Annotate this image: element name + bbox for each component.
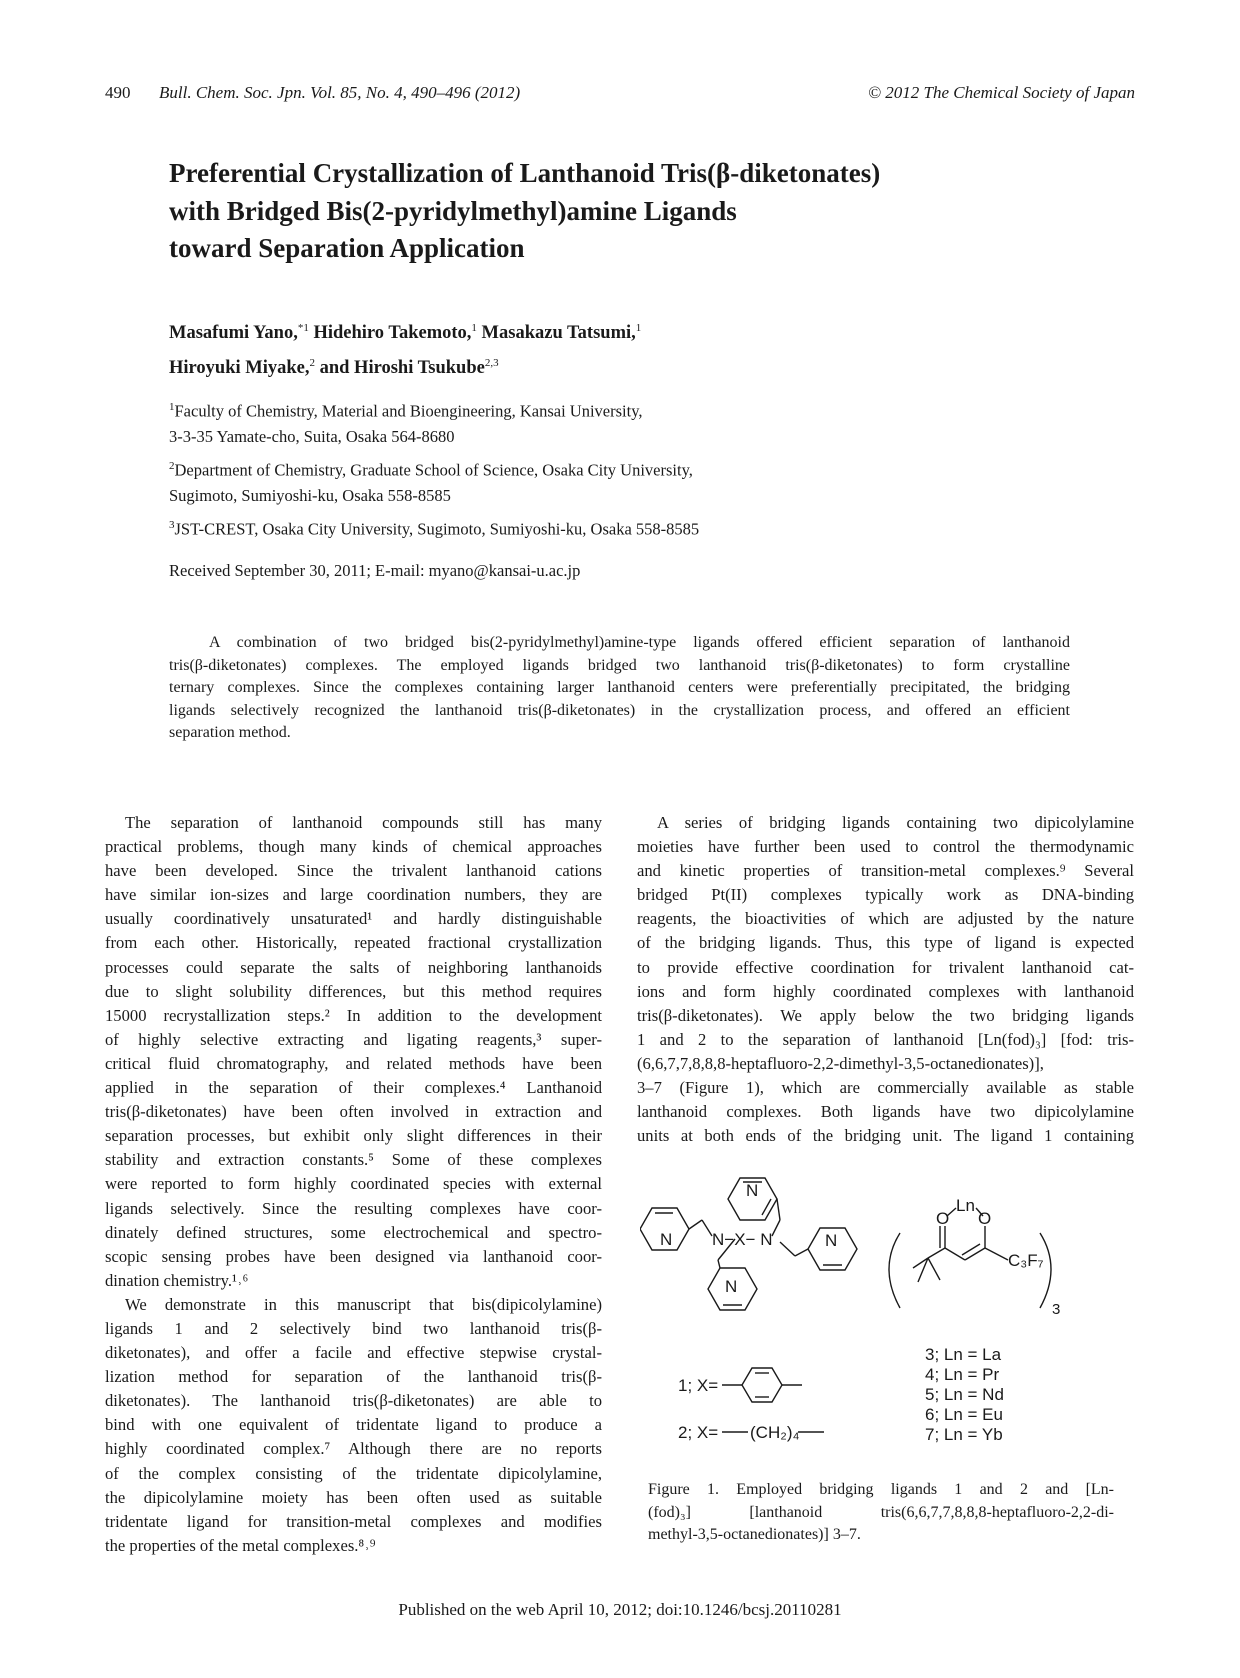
body-line: the dipicolylamine moiety has been often used as suitable xyxy=(105,1487,602,1507)
author-affiliation-mark: 1 xyxy=(635,322,642,334)
affiliation-text: JST-CREST, Osaka City University, Sugimoto, Sumiyoshi-ku, Osaka 558-8585 xyxy=(174,519,700,539)
body-line: bind with one equivalent of tridentate ligand to produce a xyxy=(105,1415,602,1435)
copyright-notice: © 2012 The Chemical Society of Japan xyxy=(868,83,1135,102)
journal-citation: Bull. Chem. Soc. Jpn. Vol. 85, No. 4, 490–496 (2012) xyxy=(159,83,521,102)
body-line: bridged Pt(II) complexes typically work as DNA-binding xyxy=(637,885,1134,905)
linker-label: N−X− N xyxy=(712,1230,773,1249)
atom-label-n: N xyxy=(660,1230,673,1249)
heptafluoropropyl-label: C₃F₇ xyxy=(1008,1251,1044,1270)
atom-label-n: N xyxy=(746,1181,759,1200)
caption-line: (fod)₃] [lanthanoid tris(6,6,7,7,8,8,8-heptafluoro-2,2-di- xyxy=(648,1503,1114,1521)
body-line: A series of bridging ligands containing two dipicolylamine xyxy=(657,813,1134,832)
atom-label-n: N xyxy=(725,1277,738,1296)
author-name: Hiroyuki Miyake, xyxy=(169,358,310,379)
atom-label-o: O xyxy=(978,1209,992,1228)
body-line: of highly selective extracting and ligating reagents,³ super- xyxy=(105,1029,602,1049)
body-line: tris(β-diketonates) have been often involved in extraction and xyxy=(105,1102,602,1122)
abstract-line: ligands selectively recognized the lanthanoid tris(β-diketonates) in the crystallization process, and offered an efficient xyxy=(169,701,1070,719)
body-line: highly coordinated complex.⁷ Although there are no reports xyxy=(105,1439,602,1459)
complex-6-label: 6; Ln = Eu xyxy=(925,1405,1003,1424)
body-line: moieties have further been used to control the thermodynamic xyxy=(637,837,1134,857)
affiliation-line xyxy=(169,454,1069,483)
author-affiliation-mark: 2,3 xyxy=(484,357,499,370)
received-date-email: Received September 30, 2011; E-mail: myano@kansai-u.ac.jp xyxy=(169,561,581,580)
body-line: stability and extraction constants.⁵ Some of these complexes xyxy=(105,1150,602,1170)
article-title xyxy=(169,155,1069,268)
ligand-2-label: 2; X= xyxy=(678,1423,719,1442)
publication-footer: Published on the web April 10, 2012; doi:10.1246/bcsj.20110281 xyxy=(398,1600,842,1619)
body-line: usually coordinatively unsaturated¹ and hardly distinguishable xyxy=(105,909,602,929)
figure-1-caption xyxy=(648,1479,1114,1547)
body-line: dination chemistry.¹˒⁶ xyxy=(105,1270,249,1290)
body-line: ligands selectively. Since the resulting complexes have coor- xyxy=(105,1198,602,1218)
body-line: dinately defined structures, some electrochemical and spectro- xyxy=(105,1222,602,1242)
title-line: Preferential Crystallization of Lanthanoid Tris(β-diketonates) xyxy=(169,158,881,188)
complex-5-label: 5; Ln = Nd xyxy=(925,1385,1004,1404)
author-name: Masakazu Tatsumi, xyxy=(481,323,636,344)
affiliation-number: 3 xyxy=(169,519,175,531)
body-left-column xyxy=(105,811,602,1558)
body-line: 3–7 (Figure 1), which are commercially available as stable xyxy=(637,1078,1134,1098)
abstract xyxy=(169,632,1070,745)
caption-line: Figure 1. Employed bridging ligands 1 and 2 and [Ln- xyxy=(648,1481,1114,1498)
author-affiliation-mark: *1 xyxy=(297,322,309,334)
body-line: applied in the separation of their complexes.⁴ Lanthanoid xyxy=(105,1078,602,1098)
body-line: have been developed. Since the trivalent lanthanoid cations xyxy=(105,861,602,881)
body-line: to provide effective coordination for trivalent lanthanoid cat- xyxy=(637,957,1134,977)
body-line: critical fluid chromatography, and related methods have been xyxy=(105,1053,602,1073)
abstract-line: tris(β-diketonates) complexes. The employed ligands bridged two lanthanoid tris(β-diketonates) to form crystalline xyxy=(169,656,1070,674)
body-line: practical problems, though many kinds of chemical approaches xyxy=(105,837,602,857)
body-line: 1 and 2 to the separation of lanthanoid [Ln(fod)₃] [fod: tris- xyxy=(637,1029,1134,1049)
body-line: scopic sensing probes have been designed via lanthanoid coor- xyxy=(105,1246,602,1266)
body-line: separation processes, but exhibit only slight differences in their xyxy=(105,1126,602,1146)
abstract-line: ternary complexes. Since the complexes containing larger lanthanoid centers were preferentially precipitated, the bridging xyxy=(169,679,1070,696)
tris-subscript: 3 xyxy=(1052,1301,1061,1318)
ligand-1-label: 1; X= xyxy=(678,1376,719,1395)
body-line: were reported to form highly coordinated species with external xyxy=(105,1174,602,1194)
affiliation-line: Sugimoto, Sumiyoshi-ku, Osaka 558-8585 xyxy=(169,486,451,505)
page-number: 490 xyxy=(105,83,131,102)
affiliation-line: 3-3-35 Yamate-cho, Suita, Osaka 564-8680 xyxy=(169,427,455,446)
body-line: We demonstrate in this manuscript that bis(dipicolylamine) xyxy=(125,1294,602,1314)
body-line: tridentate ligand for transition-metal complexes and modifies xyxy=(105,1511,602,1531)
body-line: ligands 1 and 2 selectively bind two lanthanoid tris(β- xyxy=(105,1318,602,1338)
affiliation-number: 2 xyxy=(169,460,175,472)
author-name: Masafumi Yano, xyxy=(169,323,298,344)
atom-label-o: O xyxy=(936,1209,950,1228)
body-line: units at both ends of the bridging unit. The ligand 1 containing xyxy=(637,1126,1134,1146)
body-line: have similar ion-sizes and large coordination numbers, they are xyxy=(105,885,602,905)
body-line: reagents, the bioactivities of which are adjusted by the nature xyxy=(637,909,1134,929)
ligand-2-chain: (CH₂)₄ xyxy=(750,1423,800,1442)
body-line: the properties of the metal complexes.⁸˒⁹ xyxy=(105,1535,376,1555)
body-line: ions and form highly coordinated complexes with lanthanoid xyxy=(637,981,1134,1001)
caption-line: methyl-3,5-octanedionates)] 3–7. xyxy=(648,1526,861,1543)
affiliation-text: Faculty of Chemistry, Material and Bioengineering, Kansai University, xyxy=(174,401,643,421)
affiliation-text: Department of Chemistry, Graduate School of Science, Osaka City University, xyxy=(174,460,693,480)
figure-1-structures xyxy=(640,1168,1120,1473)
running-header xyxy=(105,83,1135,107)
affiliation-line xyxy=(169,513,1069,542)
affiliation-3 xyxy=(169,513,1069,542)
complex-4-label: 4; Ln = Pr xyxy=(925,1365,1000,1384)
body-line: (6,6,7,7,8,8,8-heptafluoro-2,2-dimethyl-3,5-octanedionates)], xyxy=(637,1053,1044,1073)
body-line: and kinetic properties of transition-metal complexes.⁹ Several xyxy=(637,861,1134,881)
affiliation-line xyxy=(169,395,1069,424)
body-line: The separation of lanthanoid compounds still has many xyxy=(125,813,602,832)
body-line: lanthanoid complexes. Both ligands have two dipicolylamine xyxy=(637,1102,1134,1122)
affiliation-1 xyxy=(169,395,1069,450)
author-name: Hidehiro Takemoto, xyxy=(313,323,472,344)
complex-7-label: 7; Ln = Yb xyxy=(925,1425,1003,1444)
body-line: tris(β-diketonates). We apply below the two bridging ligands xyxy=(637,1005,1134,1025)
author-line xyxy=(169,313,1069,348)
body-line: 15000 recrystallization steps.² In addition to the development xyxy=(105,1005,602,1025)
abstract-line: separation method. xyxy=(169,724,291,741)
body-line: processes could separate the salts of neighboring lanthanoids xyxy=(105,957,602,977)
title-line: toward Separation Application xyxy=(169,233,525,263)
chemical-structure-drawing xyxy=(640,1168,1120,1473)
body-line: due to slight solubility differences, but this method requires xyxy=(105,981,602,1001)
body-line: diketonates). The lanthanoid tris(β-diketonates) are able to xyxy=(105,1391,602,1411)
title-line: with Bridged Bis(2-pyridylmethyl)amine Ligands xyxy=(169,195,737,226)
abstract-line: A combination of two bridged bis(2-pyridylmethyl)amine-type ligands offered efficient separation of lanthanoid xyxy=(209,634,1070,651)
author-line xyxy=(169,348,1069,383)
author-list xyxy=(169,313,1069,383)
body-right-column xyxy=(637,811,1134,1148)
author-affiliation-mark: 1 xyxy=(471,322,477,334)
body-line: lization method for separation of the lanthanoid tris(β- xyxy=(105,1367,602,1387)
body-line: of the bridging ligands. Thus, this type of ligand is expected xyxy=(637,933,1134,953)
affiliation-number: 1 xyxy=(169,401,175,413)
body-line: diketonates), and offer a facile and effective stepwise crystal- xyxy=(105,1343,602,1363)
body-line: of the complex consisting of the tridentate dipicolylamine, xyxy=(105,1463,602,1483)
author-name: and Hiroshi Tsukube xyxy=(319,358,485,379)
body-line: from each other. Historically, repeated fractional crystallization xyxy=(105,933,602,953)
affiliation-2 xyxy=(169,454,1069,509)
atom-label-n: N xyxy=(825,1231,838,1250)
author-affiliation-mark: 2 xyxy=(309,357,315,370)
complex-3-label: 3; Ln = La xyxy=(925,1345,1002,1364)
metal-label: Ln xyxy=(956,1196,975,1215)
